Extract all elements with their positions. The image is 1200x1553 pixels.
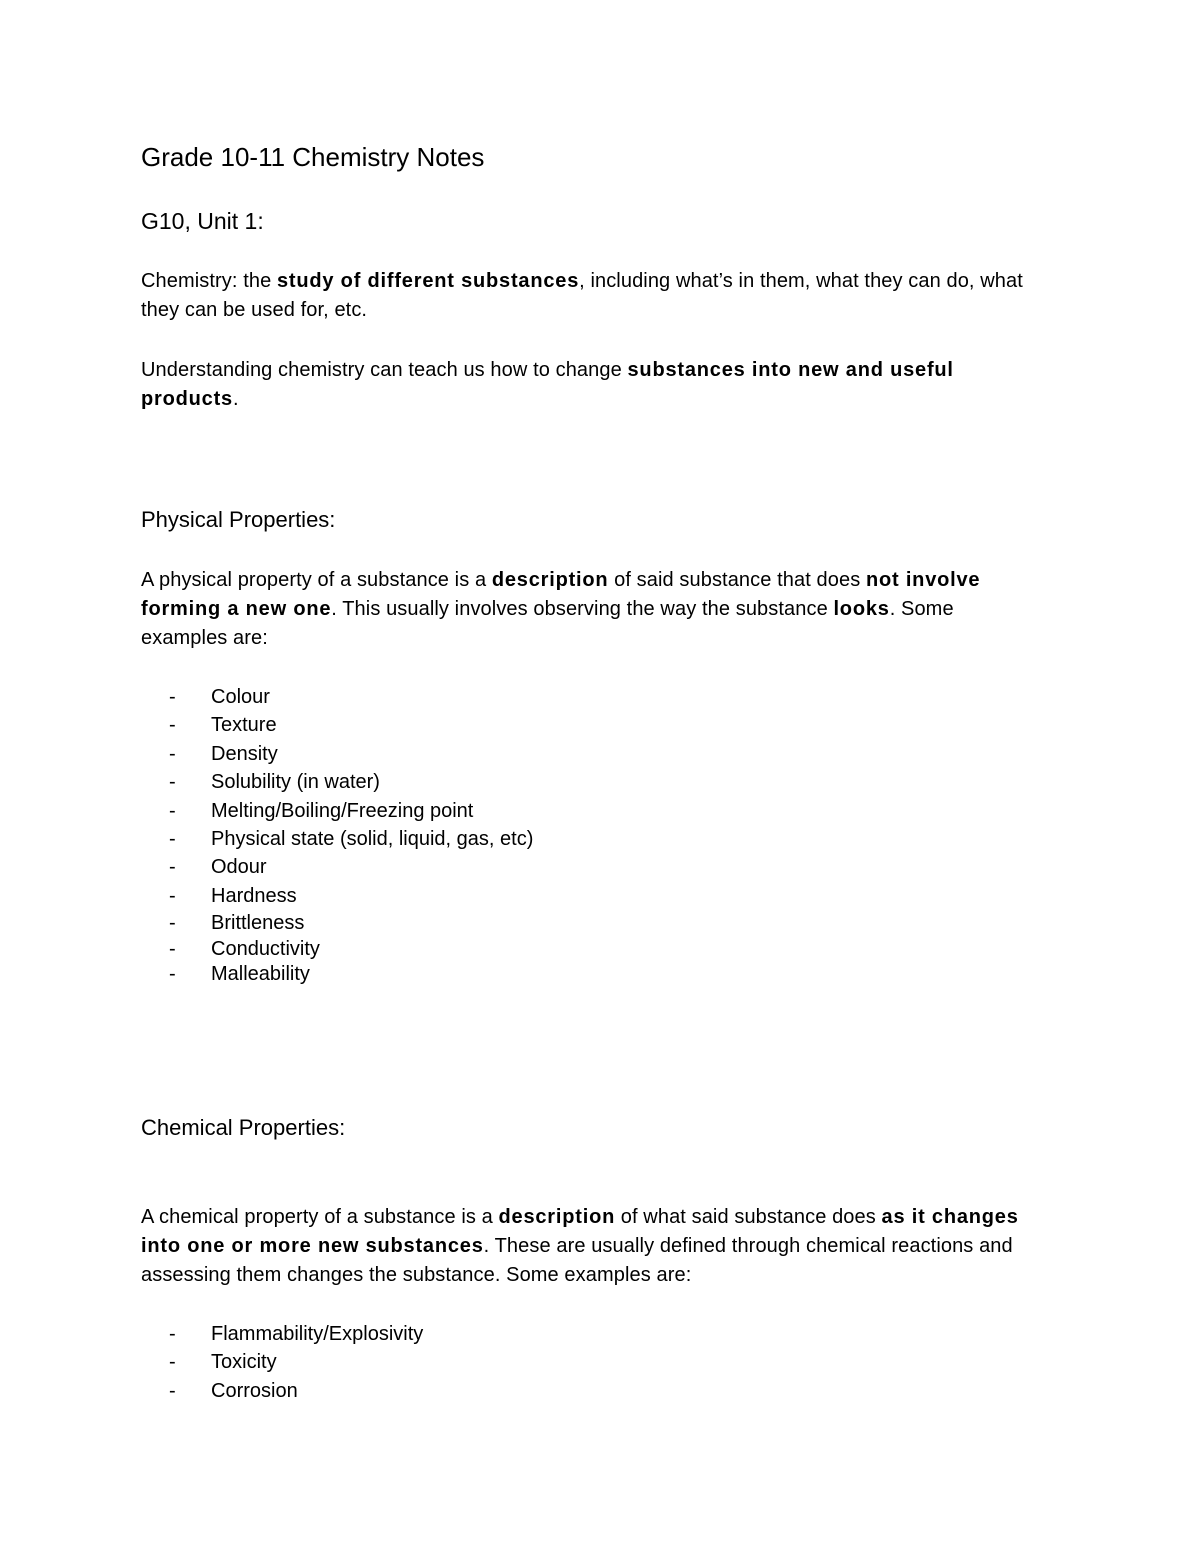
list-item-label: Melting/Boiling/Freezing point	[211, 799, 474, 822]
chemistry-definition-paragraph	[141, 267, 1041, 325]
list-item	[141, 711, 533, 739]
text-run: of said substance that does	[608, 569, 866, 591]
list-item-label: Colour	[211, 686, 270, 708]
bold-term: description	[498, 1206, 616, 1228]
list-item-label: Texture	[211, 714, 277, 737]
list-item	[141, 853, 533, 881]
bullet-dash: -	[169, 827, 176, 850]
list-item	[141, 882, 533, 910]
text-run: . These are usually defined through chemical reactions and assessing them changes the substance. Some examples are:	[141, 1235, 1013, 1286]
text-run: .	[232, 388, 239, 410]
list-item	[141, 797, 533, 825]
bullet-dash: -	[169, 884, 176, 907]
bold-term: not involve forming a new one	[141, 569, 981, 620]
text-run: of what said substance does	[615, 1206, 882, 1228]
list-item	[141, 1377, 423, 1405]
bullet-dash: -	[169, 1379, 176, 1402]
bullet-dash: -	[169, 742, 176, 765]
chemical-property-definition	[141, 1203, 1041, 1290]
list-item	[141, 825, 533, 853]
list-item	[141, 961, 533, 987]
physical-properties-heading: Physical Properties:	[141, 507, 336, 532]
text-run: A physical property of a substance is a	[141, 569, 492, 591]
list-item	[141, 1320, 423, 1348]
list-item-label: Density	[211, 742, 278, 765]
chemical-properties-heading: Chemical Properties:	[141, 1115, 346, 1140]
text-run: Understanding chemistry can teach us how to change	[141, 359, 628, 381]
list-item-label: Toxicity	[211, 1351, 277, 1374]
list-item	[141, 683, 533, 711]
list-item	[141, 910, 533, 936]
unit-heading: G10, Unit 1:	[141, 208, 264, 234]
list-item-label: Brittleness	[211, 912, 305, 935]
list-item-label: Physical state (solid, liquid, gas, etc)	[211, 827, 534, 850]
list-item-label: Flammability/Explosivity	[211, 1323, 424, 1345]
bullet-dash: -	[169, 963, 176, 986]
bullet-dash: -	[169, 1323, 176, 1345]
text-run: Chemistry: the	[141, 270, 277, 292]
list-item-label: Corrosion	[211, 1379, 298, 1402]
physical-properties-list	[141, 683, 533, 987]
text-run: . Some examples are:	[141, 598, 954, 649]
bullet-dash: -	[169, 937, 176, 960]
bullet-dash: -	[169, 799, 176, 822]
chemical-properties-list	[141, 1320, 423, 1405]
text-run: . This usually involves observing the way the substance	[331, 598, 834, 620]
list-item-label: Conductivity	[211, 937, 320, 960]
list-item	[141, 740, 533, 768]
bullet-dash: -	[169, 1351, 176, 1374]
list-item-label: Solubility (in water)	[211, 771, 380, 794]
bullet-dash: -	[169, 912, 176, 935]
list-item-label: Malleability	[211, 963, 310, 986]
physical-property-definition	[141, 566, 1041, 653]
list-item-label: Odour	[211, 856, 267, 879]
text-run: , including what’s in them, what they can do, what they can be used for, etc.	[141, 270, 1023, 321]
bold-term: description	[491, 569, 609, 591]
bullet-dash: -	[169, 771, 176, 794]
list-item	[141, 768, 533, 796]
bold-term: study of different substances	[276, 270, 580, 292]
bold-term: as it changes into one or more new substances	[141, 1206, 1019, 1257]
bold-term: substances into new and useful products	[141, 359, 954, 410]
text-run: A chemical property of a substance is a	[141, 1206, 499, 1228]
document-title: Grade 10-11 Chemistry Notes	[141, 142, 485, 172]
chemistry-purpose-paragraph	[141, 356, 1041, 414]
bullet-dash: -	[169, 686, 176, 708]
list-item	[141, 1348, 423, 1376]
bullet-dash: -	[169, 856, 176, 879]
bold-term: looks	[833, 598, 890, 620]
list-item	[141, 936, 533, 962]
bullet-dash: -	[169, 714, 176, 737]
list-item-label: Hardness	[211, 884, 297, 907]
